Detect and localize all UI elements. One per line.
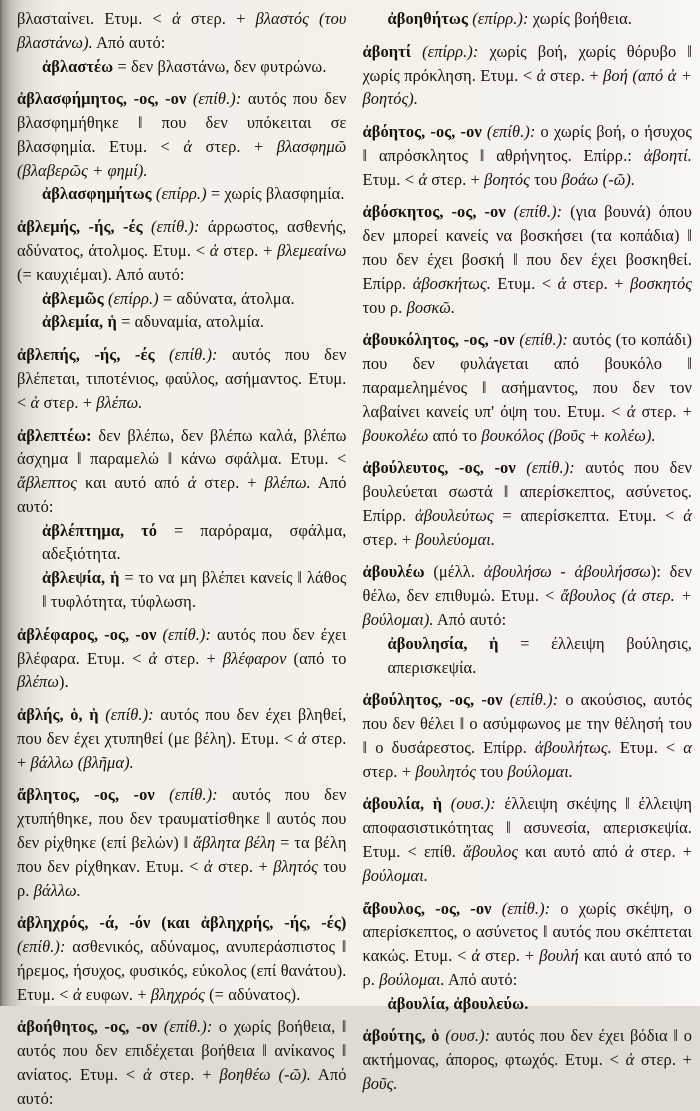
- entry-text: βούλομαι.: [362, 865, 429, 885]
- entry-text: (επίθ.):: [163, 1017, 213, 1037]
- entry-text: = αδυναμία, ατολμία.: [116, 312, 265, 332]
- dictionary-entry: [17, 623, 347, 694]
- headword: ἀβλεμία, ἡ: [42, 312, 117, 332]
- entry-text: (επίθ.):: [169, 785, 218, 805]
- sub-entry: [42, 287, 347, 311]
- headword: ἀβόητος, -ος, -ον: [362, 122, 487, 142]
- entry-text: (επίρρ.): [107, 288, 159, 308]
- entry-text: στερ. +: [39, 392, 97, 412]
- headword: ἀβόσκητος, -ος, -ον: [362, 202, 514, 222]
- entry-text: (επίθ.):: [169, 345, 218, 365]
- entry-text: βάλλω (βλῆμα).: [30, 752, 134, 772]
- dictionary-entry: [363, 897, 693, 992]
- entry-text: στερ. +: [180, 9, 256, 28]
- entry-text: από το: [428, 425, 482, 445]
- sub-entry: [42, 310, 347, 334]
- dictionary-entry: [363, 1024, 693, 1095]
- entry-text: ἀ: [624, 842, 634, 861]
- entry-text: ἀβοητί.: [643, 145, 692, 165]
- entry-text: Από αυτό:: [17, 473, 347, 516]
- entry-text: βουλή: [539, 946, 579, 966]
- headword: ἀβοηθήτως: [387, 9, 473, 28]
- entry-text: ἀ: [30, 392, 40, 412]
- entry-text: στερ. +: [633, 842, 693, 861]
- dictionary-entry: [363, 328, 693, 447]
- entry-text: άρρωστος, ασθενής, αδύνατος, άτολμος. Ετυμ. <: [17, 217, 347, 261]
- entry-text: (επίθ.):: [192, 89, 242, 109]
- entry-text: έλλειψη σκέψης ‖ έλλειψη αποφασιστικότητας ‖ ασυνεσία, απερισκεψία. Ετυμ. < επίθ.: [362, 794, 692, 861]
- entry-text: (= καυχιέμαι). Από αυτό:: [17, 264, 185, 284]
- headword: ἀβλασφήμητος, -ος, -ον: [17, 89, 193, 109]
- entry-text: ἀβουλεύτως: [415, 505, 494, 525]
- entry-text: ἀ: [418, 169, 428, 189]
- headword: ἀβουλία, ἀβουλεύω.: [387, 993, 529, 1013]
- entry-text: βλασφημῶ (βλαβερῶς + φημί).: [17, 136, 347, 180]
- dictionary-entry: [363, 40, 693, 111]
- entry-text: ἀβουλήσω - ἀβουλήσσω: [483, 562, 651, 582]
- entry-text: ο χωρίς βοή, ο ήσυχος ‖ απρόσκλητος ‖ αθρήνητος. Επίρρ.:: [362, 122, 692, 165]
- entry-text: δεν βλέπω, δεν βλέπω καλά, βλέπω άσχημα ‖ παραμελώ ‖ κάνω σφάλμα. Ετυμ. <: [17, 425, 347, 469]
- entry-text: βουκολέω: [362, 425, 429, 445]
- entry-text: του: [475, 761, 508, 781]
- headword: ἄβλητος, -ος, -ον: [17, 785, 170, 805]
- entry-text: στερ. +: [218, 241, 278, 261]
- headword: ἀβλεπής, -ής, -ές: [17, 345, 170, 365]
- entry-text: (επίρρ.):: [472, 9, 529, 28]
- entry-text: στερ. +: [192, 136, 277, 156]
- entry-text: στερ. +: [566, 273, 631, 293]
- entry-text: ἀ: [142, 1065, 152, 1085]
- entry-text: ἀ: [183, 136, 193, 156]
- entry-text: Από αυτό:: [17, 1065, 347, 1108]
- entry-text: ἀ: [471, 946, 481, 966]
- sub-entry: [388, 7, 693, 31]
- sub-entry: [42, 566, 347, 614]
- entry-text: (επίθ.):: [513, 202, 563, 222]
- entry-text: στερ. +: [196, 473, 265, 493]
- entry-text: βλέφαρον: [222, 648, 287, 668]
- entry-text: ἀ: [72, 984, 82, 1004]
- entry-text: αυτός που δεν έχει βλέφαρα. Ετυμ. <: [17, 624, 347, 668]
- headword: ἀβλεμῶς: [42, 288, 108, 308]
- entry-text: = το να μη βλέπει κανείς ‖ λάθος ‖ τυφλότητα, τύφλωση.: [42, 568, 347, 611]
- entry-text: βοῦς.: [362, 1074, 398, 1094]
- entry-text: ἀ: [536, 65, 546, 85]
- entry-text: ἄβλεπτος: [17, 473, 78, 493]
- entry-text: στερ. +: [157, 648, 223, 668]
- entry-text: = έλλειψη βούλησις, απερισκεψία.: [387, 633, 692, 677]
- entry-text: = αδύνατα, άτολμα.: [158, 288, 295, 308]
- entry-text: αυτός που δεν χτυπήθηκε, που δεν τραυματίσθηκε ‖ αυτός που δεν ρίχθηκε (επί βελών) ‖: [17, 785, 347, 852]
- entry-text: ἀ: [148, 648, 158, 668]
- entry-text: ἀ: [187, 473, 197, 493]
- dictionary-entry: [363, 792, 693, 887]
- dictionary-entry: [363, 200, 693, 319]
- entry-text: αυτός (το κοπάδι) που δεν φυλάγεται από βουκόλο ‖ παραμελημένος ‖ ασήμαντος, που δεν τον λαβαίνει κανείς υπ' όψη του. Ετυμ. <: [362, 330, 692, 421]
- entry-text: αυτός που δεν βλασφημήθηκε ‖ που δεν υπόκειται σε βλασφημία. Ετυμ. <: [17, 89, 347, 156]
- entry-text: βοσκῶ.: [406, 297, 456, 317]
- entry-text: βοητός: [484, 169, 530, 189]
- entry-text: (επίθ.):: [150, 217, 200, 237]
- entry-text: βοηθέω (-ῶ).: [219, 1065, 312, 1085]
- entry-text: του ρ.: [17, 856, 347, 900]
- entry-text: ἄβουλος (ἀ στερ. + βούλομαι).: [362, 586, 692, 629]
- dictionary-entry: [17, 703, 347, 774]
- dictionary-entry: [17, 424, 347, 519]
- headword: ἀβλαστέω: [42, 56, 114, 76]
- headword: ἀβληχρός, -ά, -όν (και ἀβληχρής, -ής, -ές): [17, 913, 347, 933]
- entry-text: ευφων. +: [81, 984, 151, 1004]
- entry-text: βλητός: [273, 856, 318, 876]
- dictionary-column: [17, 7, 347, 1111]
- entry-text: ἀ: [683, 505, 692, 525]
- entry-text: Ετυμ. <: [611, 737, 684, 757]
- entry-text: ἀ: [297, 728, 307, 748]
- headword: ἀβλεψία, ἡ: [42, 568, 120, 588]
- entry-text: στερ. +: [362, 761, 416, 781]
- entry-text: (επίθ.):: [486, 122, 536, 142]
- entry-text: βληχρός: [150, 984, 205, 1004]
- entry-text: και αυτό από το ρ.: [362, 946, 692, 989]
- entry-text: στερ. +: [151, 1065, 220, 1085]
- headword: ἀβουλέω: [362, 562, 425, 582]
- entry-text: ἀβοσκήτως.: [412, 273, 491, 293]
- entry-text: (επίρρ.):: [422, 41, 479, 61]
- entry-text: βλέπω.: [264, 473, 311, 493]
- entry-text: (επίθ.):: [105, 705, 154, 725]
- entry-text: βάλλω.: [33, 880, 81, 900]
- entry-text: στερ. +: [480, 946, 540, 966]
- continued-entry: [17, 7, 347, 55]
- entry-text: βούλομαι.: [379, 969, 445, 989]
- entry-text: ἀ: [172, 9, 181, 28]
- headword: ἀβουκόλητος, -ος, -ον: [362, 330, 520, 350]
- entry-text: (μέλλ.: [424, 562, 484, 582]
- entry-text: (= αδύνατος).: [204, 984, 301, 1004]
- headword: ἀβλεπτέω:: [17, 425, 92, 445]
- headword: ἀβούλευτος, -ος, -ον: [362, 458, 527, 478]
- entry-text: αυτός που δεν βλέπεται, τιποτένιος, φαύλος, ασήμαντος. Ετυμ. <: [17, 345, 347, 412]
- entry-text: ἀ: [557, 273, 567, 293]
- entry-text: βλέπω.: [96, 392, 143, 412]
- entry-text: αυτός που δεν έχει βληθεί, που δεν έχει χτυπηθεί (με βέλη). Ετυμ. <: [17, 705, 347, 748]
- entry-text: = χωρίς βλασφημία.: [206, 184, 345, 204]
- entry-text: χωρίς βοήθεια.: [528, 9, 632, 28]
- entry-text: Από αυτό:: [92, 32, 166, 52]
- entry-text: του ρ.: [362, 297, 407, 317]
- entry-text: βοάω (-ῶ).: [561, 169, 636, 189]
- entry-text: στερ. +: [635, 401, 692, 421]
- sub-entry: [42, 55, 347, 79]
- entry-text: ο ακούσιος, αυτός που δεν θέλει ‖ ο ασύμφωνος με την θέλησή του ‖ ο δυσάρεστος. Επίρρ.: [362, 690, 693, 757]
- entry-text: βουκόλος (βοῦς + κολέω).: [481, 425, 656, 445]
- dictionary-entry: [363, 688, 693, 783]
- sub-entry: [42, 519, 347, 567]
- entry-text: = τα βέλη που δεν ρίχθηκαν. Ετυμ. <: [17, 833, 347, 876]
- entry-text: ἄβουλος: [463, 842, 519, 861]
- headword: ἄβουλος, -ος, -ον: [362, 898, 502, 918]
- dictionary-entry: [363, 456, 693, 551]
- page-columns: [17, 7, 692, 1111]
- headword: ἀβλής, ὁ, ἡ: [17, 705, 106, 725]
- entry-text: στερ. +: [362, 529, 416, 549]
- entry-text: Από αυτό:: [444, 969, 518, 989]
- entry-text: ): δεν θέλω, δεν επιθυμώ. Ετυμ. <: [362, 562, 692, 606]
- headword: ἀβλέπτημα, τό: [42, 520, 158, 540]
- entry-text: βλαστός (του βλαστάνω).: [17, 9, 347, 52]
- entry-text: (επίρρ.): [155, 184, 207, 204]
- entry-text: ἀβουλήτως.: [534, 737, 612, 757]
- dictionary-entry: [363, 120, 693, 191]
- entry-text: ασθενικός, αδύναμος, ανυπεράσπιστος ‖ ήρεμος, ήσυχος, φυσικός, εύκολος (επί θανάτου). Ετυμ. <: [17, 937, 347, 1004]
- entry-text: και αυτό από: [518, 842, 625, 861]
- headword: ἀβουλησία, ἡ: [387, 633, 499, 653]
- entry-text: (επίθ.):: [17, 937, 66, 957]
- entry-text: αυτός που δεν έχει βόδια ‖ ο ακτήμονας, άπορος, φτωχός. Ετυμ. <: [362, 1026, 692, 1070]
- entry-text: Ετυμ. <: [490, 273, 558, 293]
- dictionary-column: [363, 7, 693, 1111]
- headword: ἀβοήθητος, -ος, -ον: [17, 1017, 164, 1037]
- entry-text: Ετυμ. <: [362, 169, 419, 189]
- entry-text: α: [683, 737, 692, 757]
- entry-text: ο χωρίς σκέψη, ο απερίσκεπτος, ο ασύνετος ‖ αυτός που σκέπτεται κακώς. Ετυμ. <: [362, 898, 693, 966]
- entry-text: αυτός που δεν βουλεύεται σωστά ‖ απερίσκεπτος, ασύνετος. Επίρρ.: [362, 458, 692, 525]
- entry-text: στερ. +: [17, 728, 347, 772]
- dictionary-entry: [17, 911, 347, 1006]
- entry-text: βοσκητός: [630, 273, 693, 293]
- entry-text: (επίθ.):: [501, 898, 551, 918]
- headword: ἀβούτης, ὁ: [362, 1026, 446, 1046]
- entry-text: (ουσ.):: [445, 1026, 491, 1046]
- headword: ἀβοητί: [362, 41, 423, 61]
- entry-text: = παρόραμα, σφάλμα, αδεξιότητα.: [42, 520, 347, 564]
- headword: ἀβλεμής, -ής, -ές: [17, 217, 151, 237]
- entry-text: βοή (από ἀ + βοητός).: [362, 65, 692, 109]
- entry-text: στερ. +: [634, 1050, 692, 1070]
- entry-text: ἀ: [626, 401, 636, 421]
- entry-text: ο χωρίς βοήθεια, ‖ αυτός που δεν επιδέχεται βοήθεια ‖ ανίκανος ‖ ανίατος. Ετυμ. <: [17, 1017, 347, 1085]
- headword: ἀβλασφημήτως: [42, 184, 156, 204]
- dictionary-entry: [17, 215, 347, 286]
- entry-text: ἄβλητα βέλη: [193, 833, 276, 852]
- entry-text: ἀ: [203, 856, 213, 876]
- entry-text: στερ. +: [427, 169, 485, 189]
- entry-text: στερ. +: [545, 65, 604, 85]
- entry-text: στερ. +: [212, 856, 274, 876]
- entry-text: = δεν βλαστάνω, δεν φυτρώνω.: [113, 56, 327, 76]
- entry-text: (ουσ.):: [450, 794, 496, 814]
- entry-text: βλεμεαίνω: [277, 241, 347, 261]
- entry-text: (επίθ.):: [509, 690, 559, 710]
- sub-entry: [42, 182, 347, 206]
- sub-entry: [388, 992, 693, 1016]
- entry-text: βλασταίνει. Ετυμ. <: [17, 9, 173, 28]
- headword: ἀβουλία, ἡ: [362, 794, 451, 814]
- headword: ἀβλέφαρος, -ος, -ον: [17, 624, 163, 644]
- dictionary-entry: [17, 87, 347, 182]
- entry-text: και αυτό από: [77, 473, 188, 493]
- entry-text: (για βουνά) όπου δεν μπορεί κανείς να βοσκήσει (τα κοπάδια) ‖ που δεν έχει βοσκή ‖ που δεν έχει βοσκηθεί. Επίρρ.: [362, 202, 692, 293]
- sub-entry: [388, 632, 693, 680]
- entry-text: = απερίσκεπτα. Ετυμ. <: [493, 505, 684, 525]
- entry-text: βούλομαι.: [507, 761, 574, 781]
- entry-text: (από το: [286, 648, 347, 668]
- entry-text: ἀ: [625, 1050, 635, 1070]
- dictionary-entry: [17, 343, 347, 414]
- dictionary-entry: [363, 560, 693, 631]
- dictionary-entry: [17, 1015, 347, 1110]
- headword: ἀβούλητος, -ος, -ον: [362, 690, 510, 710]
- entry-text: βουλεύομαι.: [415, 529, 496, 549]
- entry-text: βουλητός: [415, 761, 476, 781]
- entry-text: (επίθ.):: [526, 458, 575, 478]
- entry-text: (επίθ.):: [519, 330, 568, 350]
- entry-text: (επίθ.):: [162, 624, 212, 644]
- dictionary-entry: [17, 783, 347, 902]
- entry-text: του: [529, 169, 562, 189]
- entry-text: ).: [59, 672, 69, 692]
- entry-text: Από αυτό:: [433, 609, 507, 629]
- entry-text: χωρίς βοή, χωρίς θόρυβο ‖ χωρίς πρόκληση. Ετυμ. <: [362, 41, 692, 85]
- entry-text: βλέπω: [17, 672, 60, 692]
- entry-text: ἀ: [209, 241, 219, 261]
